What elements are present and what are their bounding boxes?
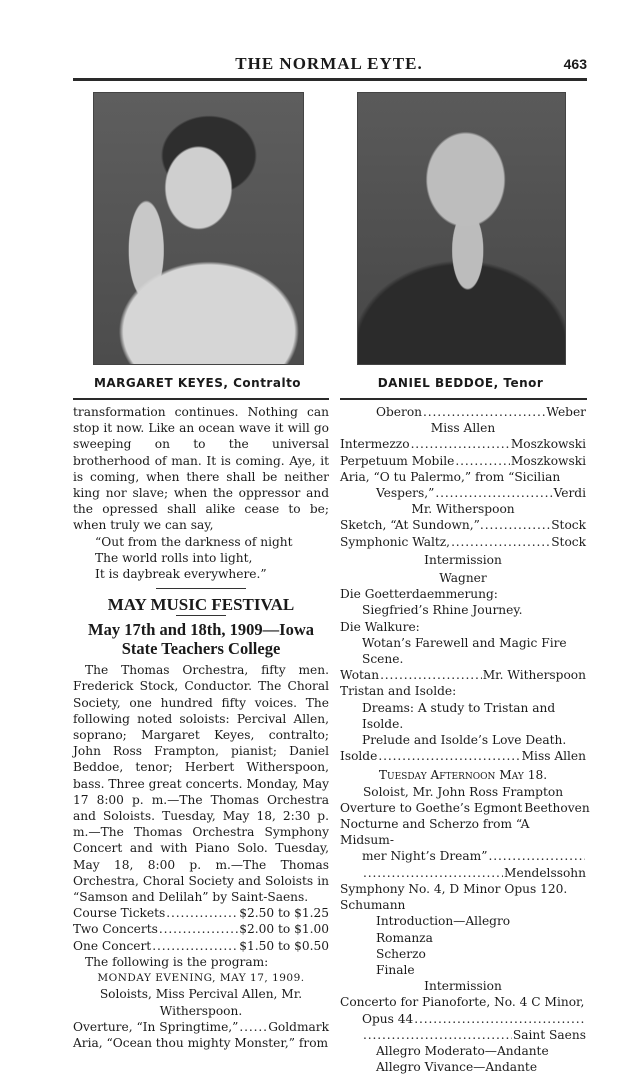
portrait-daniel-beddoe bbox=[357, 92, 566, 365]
program-item: Die Walkure: bbox=[340, 619, 420, 634]
page-number: 463 bbox=[563, 56, 587, 72]
intro-paragraph: transformation continues. Nothing can stop it now. Like an ocean wave it will go sweeping on to the universal brotherhood of man. It is coming. Aye, it is coming, when there shall be neither king nor slave; when the oppressor and the opressed shall alike cease to be; when truly we can say, bbox=[73, 405, 329, 533]
festival-body: The Thomas Orchestra, fifty men. Frederick Stock, Conductor. The Choral Society, one hundred fifty voices. The following noted soloists: Percival Allen, soprano; Margaret Keyes, contralto; John Ross Frampton, pianist; Daniel Beddoe, tenor; Herbert Witherspoon, bass. Three great concerts. Monday, May 17 8:00 p. m.—The Thomas Orchestra and Soloists. Tuesday, May 18, 2:30 p. m.—The Thomas Orchestra Symphony Concert and with Piano Solo. Tuesday, May 18, 8:00 p. m.—The Thomas Orchestra, Choral Society and Soloists in “Samson and Delilah” by Saint-Saens. bbox=[73, 663, 329, 905]
program-item: Aria, “Ocean thou mighty Monster,” from bbox=[73, 1035, 329, 1050]
program-intro: The following is the program: bbox=[85, 954, 269, 969]
poem-line: It is daybreak everywhere.” bbox=[95, 567, 267, 582]
program-item: Die Goetterdaemmerung: bbox=[340, 587, 498, 602]
left-column bbox=[73, 404, 329, 1051]
program-subitem: Prelude and Isolde’s Love Death. bbox=[362, 733, 567, 748]
program-item: . . . Saint Saens bbox=[340, 1027, 586, 1043]
movement: Scherzo bbox=[376, 946, 426, 961]
program-item: Vespers,” . . . Verdi bbox=[340, 485, 586, 501]
tuesday-heading: Tuesday Afternoon May 18. bbox=[378, 768, 548, 783]
program-item: Sketch, “At Sundown,”. . . . Stock bbox=[340, 517, 586, 533]
program-item: Oberon . . . Weber bbox=[340, 404, 586, 420]
program-subitem: Wotan’s Farewell and Magic Fire Scene. bbox=[362, 635, 567, 667]
ticket-row: Course Tickets . . . $2.50 to $1.25 bbox=[73, 905, 329, 921]
program-item: Wotan . . . Mr. Witherspoon bbox=[340, 667, 586, 683]
caption-margaret-keyes: MARGARET KEYES, Contralto bbox=[93, 376, 302, 390]
ticket-row: Two Concerts . . . $2.00 to $1.00 bbox=[73, 921, 329, 937]
program-subitem: Siegfried’s Rhine Journey. bbox=[362, 603, 523, 618]
intermission-heading: Intermission bbox=[424, 979, 502, 994]
program-item: . . . Mendelssohn bbox=[340, 865, 586, 881]
program-subitem: Dreams: A study to Tristan and Isolde. bbox=[362, 700, 556, 731]
monday-soloists: Soloists, Miss Percival Allen, Mr. Witherspoon. bbox=[99, 987, 303, 1018]
poem bbox=[73, 534, 329, 583]
intermission-heading: Intermission bbox=[424, 552, 502, 567]
program-item: Opus 44 . . . bbox=[340, 1011, 586, 1027]
program-item: Concerto for Pianoforte, No. 4 C Minor, bbox=[340, 995, 585, 1010]
tuesday-soloist: Soloist, Mr. John Ross Frampton bbox=[362, 784, 564, 799]
ticket-row: One Concert . . . $1.50 to $0.50 bbox=[73, 938, 329, 954]
column-rule-right bbox=[340, 398, 587, 400]
header-rule bbox=[73, 78, 587, 81]
program-item: Tristan and Isolde: bbox=[340, 684, 457, 699]
monday-heading: MONDAY EVENING, MAY 17, 1909. bbox=[97, 972, 305, 985]
column-rule-left bbox=[73, 398, 329, 400]
section-divider bbox=[156, 588, 246, 589]
festival-heading: MAY MUSIC FESTIVAL bbox=[107, 595, 295, 615]
movement: Allegro Moderato—Andante bbox=[376, 1043, 549, 1058]
program-item: Overture to Goethe’s Egmont Beethoven bbox=[340, 800, 590, 815]
program-item: Nocturne and Scherzo from “A Midsum- bbox=[340, 817, 530, 848]
movement: Finale bbox=[376, 962, 415, 977]
movement: Introduction—Allegro bbox=[376, 914, 511, 929]
program-item: Symphony No. 4, D Minor Opus 120. Schumann bbox=[340, 881, 568, 913]
right-column bbox=[340, 404, 590, 1075]
publication-title: THE NORMAL EYTE. bbox=[235, 54, 423, 73]
date-heading: May 17th and 18th, 1909—Iowa State Teachers College bbox=[88, 620, 314, 659]
poem-line: “Out from the darkness of night bbox=[95, 534, 293, 549]
movement: Allegro Vivance—Andante bbox=[376, 1060, 538, 1075]
poem-line: The world rolls into light, bbox=[95, 550, 253, 565]
performer-heading: Miss Allen bbox=[430, 421, 496, 436]
composer-heading: Wagner bbox=[439, 571, 487, 586]
program-item: Symphonic Waltz, . . . Stock bbox=[340, 534, 586, 550]
movement: Romanza bbox=[376, 930, 433, 945]
page-header bbox=[73, 54, 585, 74]
program-item: Overture, “In Springtime,” . . . Goldmark bbox=[73, 1019, 329, 1035]
program-item: mer Night’s Dream” . . . bbox=[340, 848, 586, 864]
program-item: Intermezzo . . . Moszkowski bbox=[340, 436, 586, 452]
program-item: Aria, “O tu Palermo,” from “Sicilian bbox=[340, 469, 561, 484]
performer-heading: Mr. Witherspoon bbox=[411, 502, 515, 517]
portrait-margaret-keyes bbox=[93, 92, 304, 365]
program-item: Perpetuum Mobile . . . Moszkowski bbox=[340, 453, 586, 469]
caption-daniel-beddoe: DANIEL BEDDOE, Tenor bbox=[377, 376, 544, 390]
section-divider bbox=[176, 615, 226, 616]
program-item: Isolde . . . Miss Allen bbox=[340, 748, 586, 764]
